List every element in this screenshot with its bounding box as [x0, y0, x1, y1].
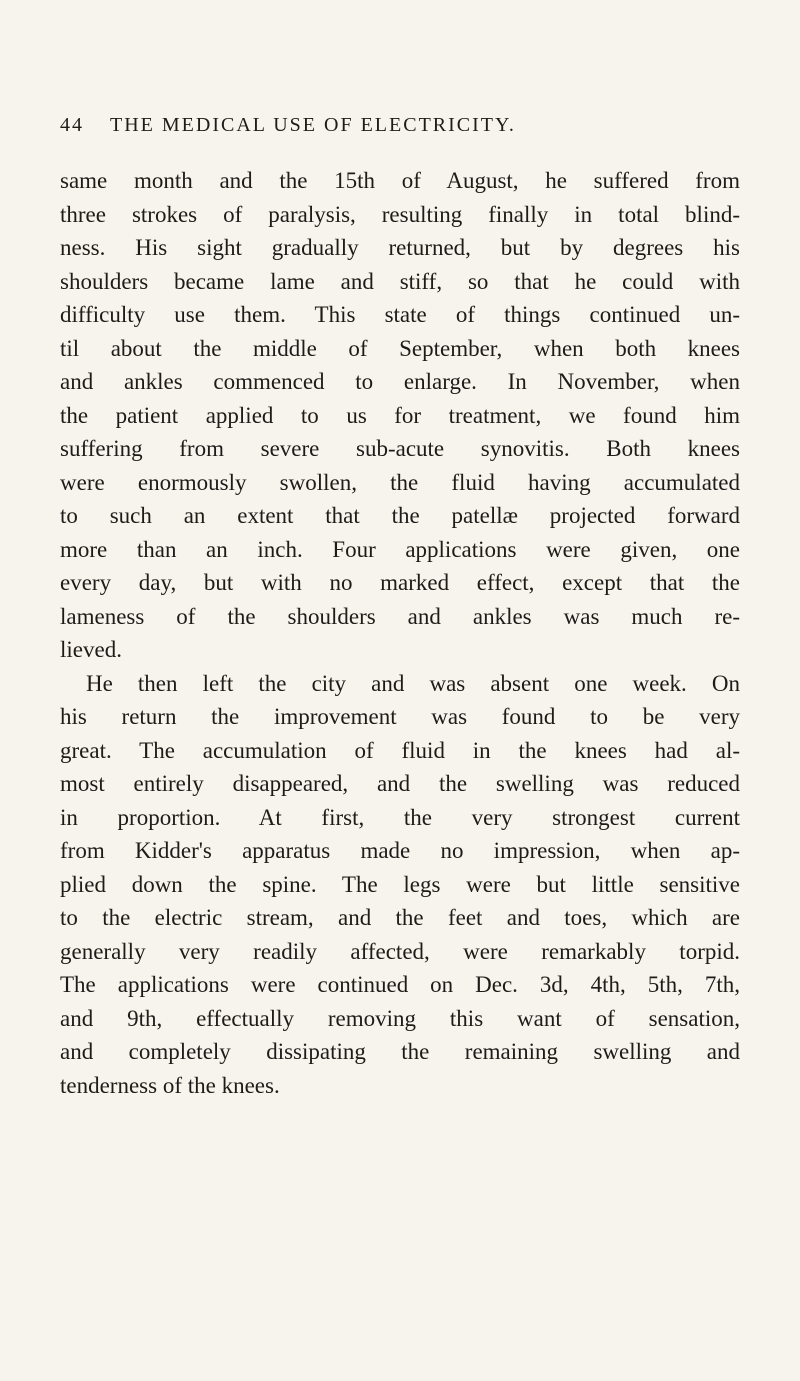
running-head [60, 110, 740, 140]
text-line: lieved. [60, 637, 122, 662]
text-line: were enormously swollen, the fluid having accumulated [60, 469, 740, 495]
text-line: difficulty use them. This state of things continued un- [60, 302, 740, 327]
text-line: suffering from severe sub-acute synovitis. Both knees [60, 436, 740, 461]
text-line: shoulders became lame and stiff, so that he could with [60, 268, 740, 294]
text-line: from Kidder's apparatus made no impression, when ap- [60, 838, 740, 863]
text-line: ness. His sight gradually returned, but by degrees his [60, 235, 740, 260]
text-line: his return the improvement was found to be very [60, 704, 740, 729]
text-line: The applications were continued on Dec. 3d, 4th, 5th, 7th, [60, 972, 740, 997]
text-line: in proportion. At first, the very strongest current [60, 804, 740, 830]
text-line: to such an extent that the patellæ projected forward [60, 503, 740, 528]
text-line: and 9th, effectually removing this want of sensation, [60, 1005, 740, 1031]
text-line: every day, but with no marked effect, except that the [60, 570, 740, 595]
text-line: most entirely disappeared, and the swelling was reduced [60, 771, 740, 796]
page-number: 44 [60, 114, 84, 136]
text-line: He then left the city and was absent one week. On [86, 670, 740, 696]
text-line: plied down the spine. The legs were but little sensitive [60, 871, 740, 897]
text-line: generally very readily affected, were remarkably torpid. [60, 938, 740, 964]
text-line: three strokes of paralysis, resulting finally in total blind- [60, 201, 740, 227]
running-title: THE MEDICAL USE OF ELECTRICITY. [110, 114, 516, 136]
text-line: tenderness of the knees. [60, 1072, 280, 1098]
text-line: lameness of the shoulders and ankles was much re- [60, 603, 740, 629]
text-line: to the electric stream, and the feet and toes, which are [60, 905, 740, 930]
text-line: the patient applied to us for treatment, we found him [60, 402, 740, 428]
text-line: and ankles commenced to enlarge. In November, when [60, 369, 740, 394]
paragraph-1 [60, 164, 740, 667]
text-line: great. The accumulation of fluid in the knees had al- [60, 737, 740, 763]
text-line: and completely dissipating the remaining swelling and [60, 1039, 740, 1064]
paragraph-2 [60, 667, 740, 1103]
text-line: til about the middle of September, when both knees [60, 335, 740, 361]
text-line: same month and the 15th of August, he suffered from [60, 168, 740, 193]
text-line: more than an inch. Four applications were given, one [60, 536, 740, 562]
body-text [60, 164, 740, 1102]
